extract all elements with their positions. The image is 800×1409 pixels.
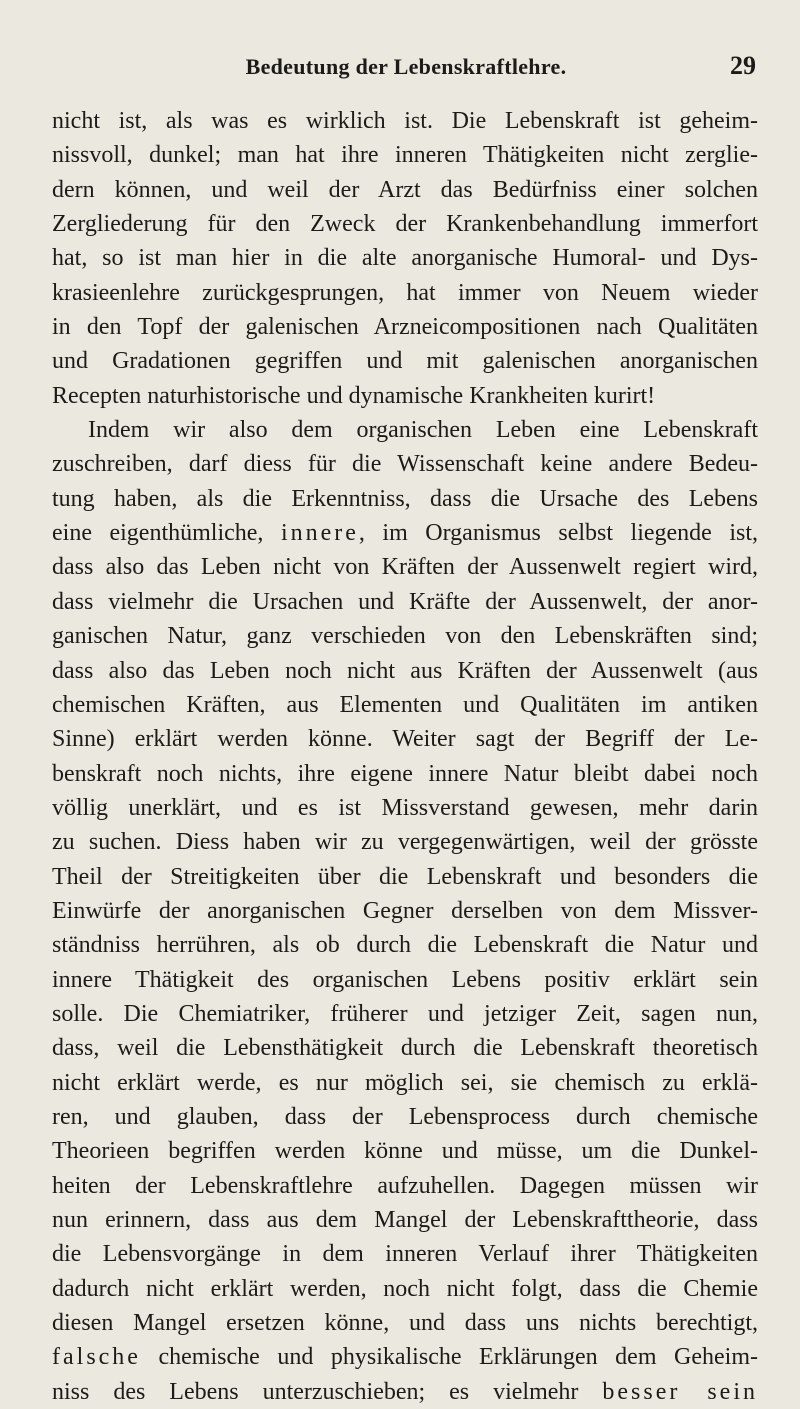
text-line bbox=[52, 1375, 758, 1409]
emphasis-spaced: falsche bbox=[52, 1344, 141, 1371]
text-line: ren, und glauben, dass der Lebensprocess durch chemische bbox=[52, 1103, 758, 1130]
text-fragment: chemische und physikalische Erklärungen dem Geheim- bbox=[140, 1344, 758, 1371]
text-fragment: niss des Lebens unterzuschieben; es vielmehr bbox=[52, 1378, 603, 1405]
text-line: dass also das Leben nicht von Kräften der Aussenwelt regiert wird, bbox=[52, 554, 758, 581]
text-fragment: eine eigenthümliche, bbox=[52, 520, 281, 547]
text-fragment: , im Organismus selbst liegende ist, bbox=[358, 520, 758, 547]
text-line: dern können, und weil der Arzt das Bedürfniss einer solchen bbox=[52, 176, 758, 203]
text-line: die Lebensvorgänge in dem inneren Verlauf ihrer Thätigkeiten bbox=[52, 1241, 758, 1268]
text-line: krasieenlehre zurückgesprungen, hat immer von Neuem wieder bbox=[52, 279, 758, 306]
text-line: Sinne) erklärt werden könne. Weiter sagt der Begriff der Le- bbox=[52, 726, 758, 753]
text-line: nissvoll, dunkel; man hat ihre inneren Thätigkeiten nicht zerglie- bbox=[52, 142, 758, 169]
text-line: chemischen Kräften, aus Elementen und Qualitäten im antiken bbox=[52, 691, 758, 718]
text-line bbox=[52, 516, 758, 550]
text-line: dass also das Leben noch nicht aus Kräften der Aussenwelt (aus bbox=[52, 657, 758, 684]
text-line: Einwürfe der anorganischen Gegner derselben von dem Missver- bbox=[52, 897, 758, 924]
running-head bbox=[52, 52, 760, 86]
text-line: Indem wir also dem organischen Leben eine Lebenskraft bbox=[88, 417, 758, 444]
text-line: nicht erklärt werde, es nur möglich sei, sie chemisch zu erklä- bbox=[52, 1069, 758, 1096]
text-line: Zergliederung für den Zweck der Krankenbehandlung immerfort bbox=[52, 211, 758, 238]
text-line: ständniss herrühren, als ob durch die Lebenskraft die Natur und bbox=[52, 932, 758, 959]
text-line: in den Topf der galenischen Arzneicompositionen nach Qualitäten bbox=[52, 314, 758, 341]
text-line: nun erinnern, dass aus dem Mangel der Lebenskrafttheorie, dass bbox=[52, 1207, 758, 1233]
text-line: dass vielmehr die Ursachen und Kräfte der Aussenwelt, der anor- bbox=[52, 588, 758, 615]
emphasis-spaced: besser sein bbox=[602, 1378, 758, 1405]
emphasis-spaced: innere bbox=[280, 520, 359, 547]
page-number: 29 bbox=[730, 51, 756, 80]
text-line: dass, weil die Lebensthätigkeit durch die Lebenskraft theoretisch bbox=[52, 1035, 758, 1062]
body-text bbox=[52, 104, 758, 1409]
text-line: heiten der Lebenskraftlehre aufzuhellen. Dagegen müssen wir bbox=[52, 1172, 758, 1199]
text-line: zu suchen. Diess haben wir zu vergegenwärtigen, weil der grösste bbox=[52, 829, 758, 856]
text-line: ganischen Natur, ganz verschieden von den Lebenskräften sind; bbox=[52, 623, 758, 650]
text-line: Theorieen begriffen werden könne und müsse, um die Dunkel- bbox=[52, 1138, 758, 1165]
text-line: innere Thätigkeit des organischen Lebens positiv erklärt sein bbox=[52, 966, 758, 993]
text-line bbox=[52, 1340, 758, 1374]
text-line: dadurch nicht erklärt werden, noch nicht folgt, dass die Chemie bbox=[52, 1275, 758, 1302]
text-line: nicht ist, als was es wirklich ist. Die Lebenskraft ist geheim- bbox=[52, 108, 758, 134]
running-title: Bedeutung der Lebenskraftlehre. bbox=[245, 54, 567, 79]
text-line: hat, so ist man hier in die alte anorganische Humoral- und Dys- bbox=[52, 245, 758, 272]
text-line: zuschreiben, darf diess für die Wissenschaft keine andere Bedeu- bbox=[52, 451, 758, 478]
text-line: solle. Die Chemiatriker, früherer und jetziger Zeit, sagen nun, bbox=[52, 1000, 758, 1027]
text-line: Theil der Streitigkeiten über die Lebenskraft und besonders die bbox=[52, 863, 758, 890]
text-line: tung haben, als die Erkenntniss, dass die Ursache des Lebens bbox=[52, 485, 758, 512]
text-line: und Gradationen gegriffen und mit galenischen anorganischen bbox=[52, 348, 758, 375]
text-line: völlig unerklärt, und es ist Missverstand gewesen, mehr darin bbox=[52, 794, 758, 821]
text-line: benskraft noch nichts, ihre eigene innere Natur bleibt dabei noch bbox=[52, 760, 758, 787]
text-line: diesen Mangel ersetzen könne, und dass uns nichts berechtigt, bbox=[52, 1310, 758, 1337]
text-line: Recepten naturhistorische und dynamische Krankheiten kurirt! bbox=[52, 382, 656, 409]
